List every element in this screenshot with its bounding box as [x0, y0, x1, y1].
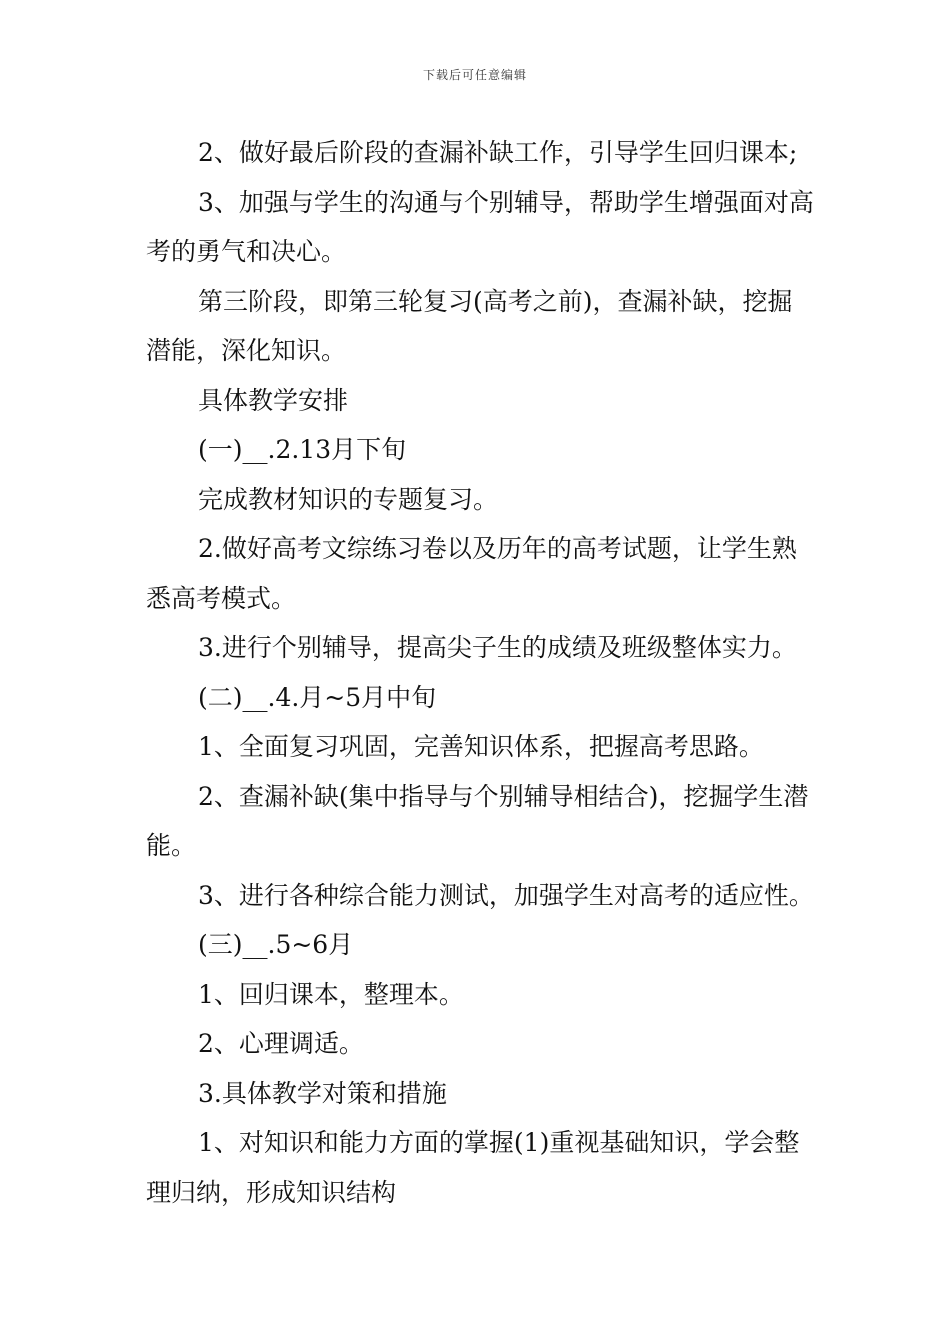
paragraph: 2、查漏补缺(集中指导与个别辅导相结合)，挖掘学生潜能。	[146, 781, 809, 860]
section-heading: 具体教学安排	[198, 385, 349, 415]
paragraph: 3、加强与学生的沟通与个别辅导，帮助学生增强面对高考的勇气和决心。	[146, 187, 814, 266]
paragraph: 完成教材知识的专题复习。	[198, 484, 499, 514]
paragraph: 2.做好高考文综练习卷以及历年的高考试题，让学生熟悉高考模式。	[146, 534, 797, 613]
section-heading: 3.具体教学对策和措施	[198, 1078, 447, 1108]
paragraph: 2、做好最后阶段的查漏补缺工作，引导学生回归课本;	[198, 138, 798, 167]
subsection-heading: (一)__.2.13月下旬	[198, 435, 407, 464]
subsection-heading: (二)__.4.月~5月中旬	[198, 682, 437, 712]
paragraph: 2、心理调适。	[198, 1029, 364, 1058]
paragraph: 1、回归课本，整理本。	[198, 979, 464, 1009]
paragraph: 1、对知识和能力方面的掌握(1)重视基础知识，学会整理归纳，形成知识结构	[146, 1128, 800, 1207]
document-body	[146, 128, 816, 1217]
page-header-note: 下载后可任意编辑	[422, 68, 527, 82]
paragraph: 3、进行各种综合能力测试，加强学生对高考的适应性。	[198, 880, 814, 910]
paragraph: 1、全面复习巩固，完善知识体系，把握高考思路。	[198, 732, 764, 761]
paragraph: 3.进行个别辅导，提高尖子生的成绩及班级整体实力。	[198, 633, 797, 662]
paragraph: 第三阶段，即第三轮复习(高考之前)，查漏补缺，挖掘潜能，深化知识。	[146, 286, 793, 365]
subsection-heading: (三)__.5~6月	[198, 930, 354, 959]
